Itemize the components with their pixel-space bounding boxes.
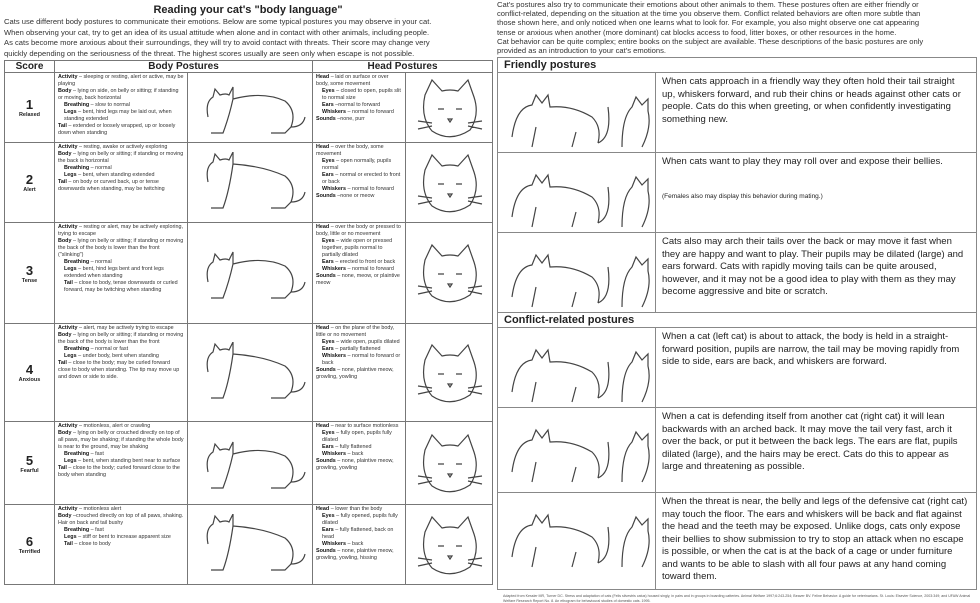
description-line — [58, 88, 184, 102]
score-row — [5, 324, 493, 422]
description-line — [316, 238, 402, 259]
field-value: – back — [345, 541, 364, 547]
field-label: Ears — [322, 444, 334, 450]
field-label: Eyes — [322, 513, 335, 519]
field-label: Head — [316, 423, 330, 429]
field-value: – laid on surface or over body, some movement — [316, 74, 389, 87]
right-intro-text: Cat's postures also try to communicate their emotions about other animals to them. These postures often are either friendly or conflict-related, depending on the situation at the time you observe them. Conflict related behaviors are often more subtle than those shown here, and only noticed when one learns what to look for. For example, you also might observe one cat appearing tense or anxious when another (more dominant) cat blocks access to food, litter boxes, or other resources in the home. Cat behavior can be quite complex; entire books on the subject are available. These descriptions of the basic postures are only provided as an introduction to your cat's emotions. — [497, 0, 924, 56]
field-label: Activity — [58, 506, 78, 512]
score-cell — [5, 223, 55, 324]
description-line — [316, 266, 402, 273]
head-posture-image — [406, 505, 493, 585]
conflict-posture-row — [498, 493, 977, 590]
description-line — [316, 172, 402, 186]
description-line — [316, 273, 402, 287]
field-value: – bent, when standing extended — [76, 172, 155, 178]
head-posture-image — [406, 73, 493, 143]
friendly-posture-image — [498, 233, 656, 313]
body-posture-image — [188, 422, 313, 505]
field-value: –none, purr — [335, 116, 365, 122]
field-value: – under body, bent when standing — [76, 353, 159, 359]
conflict-posture-row — [498, 408, 977, 493]
field-value: – fast — [89, 451, 104, 457]
field-value: – bent, hind legs may be laid out, when standing extended — [64, 109, 172, 122]
body-posture-description — [55, 143, 188, 223]
field-label: Ears — [322, 172, 334, 178]
friendly-posture-image — [498, 153, 656, 233]
description-line — [316, 451, 402, 458]
score-row — [5, 422, 493, 505]
field-value: – lying on belly or sitting; if standing or moving the back of the body is lower than the front — [58, 332, 184, 345]
cat-pair-drawing — [502, 497, 652, 586]
body-posture-description — [55, 422, 188, 505]
page-title: Reading your cat's "body language" — [153, 4, 343, 16]
field-label: Whiskers — [322, 186, 346, 192]
field-label: Head — [316, 74, 330, 80]
field-label: Breathing — [64, 259, 90, 265]
field-value: – close to the body; curled forward close to the body when standing — [58, 465, 180, 478]
description-line — [58, 451, 184, 458]
field-value: – none, plaintive meow, growling, yowling, hissing — [316, 548, 394, 561]
head-posture-image — [406, 223, 493, 324]
field-value: – resting or alert, may be actively exploring, trying to escape — [58, 224, 183, 237]
conflict-text: When a cat (left cat) is about to attack, the body is held in a straight-forward position, pupils are narrow, the tail may be moving rapidly from side to side, ears are back, and whiskers are forward. — [662, 331, 960, 368]
description-line — [316, 353, 402, 367]
field-label: Activity — [58, 325, 78, 331]
head-posture-description — [313, 143, 406, 223]
description-line — [316, 506, 402, 513]
description-line — [58, 238, 184, 259]
conflict-section-title: Conflict-related postures — [498, 313, 977, 328]
score-cell — [5, 422, 55, 505]
description-line — [58, 527, 184, 534]
description-line — [58, 541, 184, 548]
field-value: – lying on belly or sitting; if standing or moving the back of the body is lower than the front ("slinking") — [58, 238, 184, 258]
field-value: – partially flattened — [333, 346, 381, 352]
field-value: – normal to forward — [345, 186, 394, 192]
description-line — [58, 430, 184, 451]
field-label: Head — [316, 224, 330, 230]
friendly-posture-description — [656, 73, 977, 153]
description-line — [58, 102, 184, 109]
field-label: Tail — [64, 541, 73, 547]
conflict-text: When a cat is defending itself from another cat (right cat) it will lean backwards with an arched back. It may move the tail very fast, arch it over the back, or put it between the back legs. The ears are flat, pupils dilated (large), and the hairs may be erect. Cats do this to appear as large and threatening as possible. — [662, 411, 958, 473]
conflict-posture-description — [656, 408, 977, 493]
field-label: Body — [58, 88, 72, 94]
score-label: Terrified — [18, 549, 41, 555]
description-line — [58, 172, 184, 179]
field-value: – lower than the body — [329, 506, 383, 512]
description-line — [58, 465, 184, 479]
description-line — [58, 332, 184, 346]
field-label: Eyes — [322, 88, 335, 94]
description-line — [316, 444, 402, 451]
field-value: – fully open, pupils fully dilated — [322, 430, 392, 443]
description-line — [58, 534, 184, 541]
field-label: Activity — [58, 144, 78, 150]
field-value: – resting, awake or actively exploring — [77, 144, 168, 150]
score-cell — [5, 143, 55, 223]
header-score: Score — [5, 61, 55, 73]
score-row — [5, 223, 493, 324]
field-value: – over the body or pressed to body, little or no movement — [316, 224, 401, 237]
field-label: Activity — [58, 224, 78, 230]
field-value: – motionless, alert or crawling — [77, 423, 151, 429]
score-row — [5, 143, 493, 223]
cat-body-drawing — [193, 242, 308, 304]
field-label: Sounds — [316, 548, 336, 554]
field-label: Breathing — [64, 165, 90, 171]
field-label: Whiskers — [322, 541, 346, 547]
field-label: Legs — [64, 266, 77, 272]
head-posture-image — [406, 422, 493, 505]
body-posture-image — [188, 143, 313, 223]
description-line — [316, 224, 402, 238]
description-line — [58, 74, 184, 88]
cat-body-drawing — [193, 342, 308, 404]
field-label: Whiskers — [322, 266, 346, 272]
conflict-posture-description — [656, 328, 977, 408]
friendly-posture-image — [498, 73, 656, 153]
field-value: – lying on belly or sitting; if standing or moving the back is horizontal — [58, 151, 184, 164]
score-label: Fearful — [20, 467, 39, 474]
field-label: Breathing — [64, 102, 90, 108]
body-posture-image — [188, 73, 313, 143]
description-line — [316, 548, 402, 562]
score-row — [5, 505, 493, 585]
field-value: – motionless alert — [77, 506, 122, 512]
field-label: Sounds — [316, 273, 336, 279]
score-label: Anxious — [18, 377, 41, 383]
score-number: 2 — [25, 172, 34, 187]
field-label: Sounds — [316, 193, 336, 199]
field-value: – lying on belly or crouched directly on top of all paws, may be shaking; if standing the whole body is near to the ground, may be shaking — [58, 430, 184, 450]
field-label: Sounds — [316, 116, 336, 122]
field-value: – sleeping or resting, alert or active, may be playing — [58, 74, 184, 87]
score-cell — [5, 324, 55, 422]
field-label: Eyes — [322, 158, 335, 164]
conflict-posture-image — [498, 408, 656, 493]
body-posture-image — [188, 324, 313, 422]
description-line — [316, 346, 402, 353]
description-line — [316, 158, 402, 172]
description-line — [58, 513, 184, 527]
conflict-posture-image — [498, 328, 656, 408]
field-value: –none or meow — [335, 193, 375, 199]
description-line — [58, 109, 184, 123]
posture-table — [4, 60, 493, 585]
field-label: Legs — [64, 109, 77, 115]
field-value: – extended or loosely wrapped, up or loosely down when standing — [58, 123, 176, 136]
description-line — [58, 423, 184, 430]
description-line — [316, 423, 402, 430]
score-row — [5, 73, 493, 143]
field-label: Legs — [64, 458, 77, 464]
field-label: Eyes — [322, 339, 335, 345]
head-posture-description — [313, 324, 406, 422]
score-label: Relaxed — [18, 112, 41, 118]
friendly-posture-row — [498, 233, 977, 313]
score-number: 1 — [25, 97, 34, 112]
field-value: – lying on side, on belly or sitting; if standing or moving, back horizontal — [58, 88, 179, 101]
field-label: Ears — [322, 259, 334, 265]
cat-pair-drawing — [502, 332, 652, 404]
description-line — [316, 367, 402, 381]
head-posture-description — [313, 223, 406, 324]
score-label: Tense — [21, 277, 38, 284]
field-label: Body — [58, 238, 72, 244]
field-value: – erected to front or back — [333, 259, 396, 265]
field-label: Ears — [322, 102, 334, 108]
description-line — [58, 165, 184, 172]
description-line — [316, 193, 402, 200]
field-value: – normal — [89, 259, 112, 265]
friendly-text: Cats also may arch their tails over the back or may move it fast when they are happy and want to play. Their pupils may be dilated (large) and ears forward. Cats with rapidly moving tails can be quite aroused, however, and it may not be a good idea to play with them as they may become aggressive and bite or scratch. — [662, 236, 964, 298]
field-value: – back — [345, 451, 364, 457]
field-label: Breathing — [64, 451, 90, 457]
description-line — [58, 144, 184, 151]
description-line — [316, 74, 402, 88]
head-posture-description — [313, 505, 406, 585]
field-value: – stiff or bent to increase apparent size — [76, 534, 171, 540]
description-line — [58, 506, 184, 513]
description-line — [58, 259, 184, 266]
description-line — [316, 116, 402, 123]
field-value: – over the body, some movement — [316, 144, 384, 157]
cat-score-sheet — [4, 0, 492, 585]
description-line — [58, 123, 184, 137]
description-line — [316, 458, 402, 472]
field-value: – alert, may be actively trying to escape — [77, 325, 174, 331]
score-number: 5 — [25, 452, 34, 468]
cat-head-drawing — [410, 340, 488, 406]
section-header-row — [498, 58, 977, 73]
cat-pair-drawing — [502, 77, 652, 149]
field-value: –normal to forward — [333, 102, 381, 108]
intro-text: Cats use different body postures to communicate their emotions. Below are some typical postures you may observe in your cat. When observing your cat, try to get an idea of its usual attitude when alone and in contact with other animals, including people. As cats become more anxious about their surroundings, they will try to avoid contact with threats. Their score may change very quickly depending on the seriousness of the threat. The highest scores usually are seen only when escape is not possible. — [4, 17, 432, 58]
field-label: Tail — [58, 179, 67, 185]
field-label: Sounds — [316, 458, 336, 464]
description-line — [58, 224, 184, 238]
description-line — [316, 109, 402, 116]
field-value: – close to the body; may be curled forward close to body when standing. The tip may move up and down or side to side. — [58, 360, 180, 380]
field-label: Eyes — [322, 238, 335, 244]
field-label: Activity — [58, 423, 78, 429]
score-cell — [5, 73, 55, 143]
field-label: Whiskers — [322, 109, 346, 115]
field-label: Body — [58, 430, 72, 436]
cat-body-drawing — [193, 77, 308, 139]
field-value: – fully flattened — [333, 444, 372, 450]
body-posture-description — [55, 505, 188, 585]
cat-head-drawing — [410, 240, 488, 306]
friendly-posture-description — [656, 153, 977, 233]
field-value: –crouched directly on top of all paws, shaking. Hair on back and tail bushy — [58, 513, 184, 526]
field-label: Head — [316, 506, 330, 512]
field-value: – close to body, tense downwards or curled forward, may be twitching when standing — [64, 280, 178, 293]
score-number: 4 — [25, 362, 34, 377]
description-line — [316, 259, 402, 266]
field-value: – on body or curved back, up or tense downwards when standing, may be twitching — [58, 179, 165, 192]
head-posture-image — [406, 324, 493, 422]
conflict-posture-description — [656, 493, 977, 590]
conflict-posture-row — [498, 328, 977, 408]
field-value: – normal or fast — [89, 346, 129, 352]
cat-head-drawing — [410, 512, 488, 578]
description-line — [58, 360, 184, 381]
field-label: Legs — [64, 172, 77, 178]
header-body: Body Postures — [55, 61, 313, 73]
cat-head-drawing — [410, 75, 488, 141]
field-label: Legs — [64, 534, 77, 540]
cat-body-drawing — [193, 152, 308, 214]
social-postures — [497, 0, 977, 603]
score-number: 6 — [25, 534, 34, 549]
field-label: Eyes — [322, 430, 335, 436]
field-value: – bent, hind legs bent and front legs extended when standing — [64, 266, 164, 279]
cat-pair-drawing — [502, 412, 652, 489]
field-label: Body — [58, 513, 72, 519]
cat-body-drawing — [193, 432, 308, 494]
cat-head-drawing — [410, 430, 488, 496]
friendly-note: (Females also may display this behavior during mating.) — [662, 192, 823, 200]
field-value: – near to surface motionless — [329, 423, 399, 429]
field-label: Breathing — [64, 346, 90, 352]
score-cell — [5, 505, 55, 585]
body-posture-description — [55, 223, 188, 324]
field-value: – normal — [89, 165, 112, 171]
field-value: – fully flattened, back on head — [322, 527, 394, 540]
cat-head-drawing — [410, 150, 488, 216]
description-line — [58, 266, 184, 280]
header-head: Head Postures — [313, 61, 493, 73]
field-value: – normal to forward — [345, 109, 394, 115]
cat-pair-drawing — [502, 237, 652, 309]
field-label: Activity — [58, 74, 78, 80]
body-posture-description — [55, 73, 188, 143]
score-label: Alert — [23, 187, 36, 193]
description-line — [316, 513, 402, 527]
description-line — [58, 458, 184, 465]
description-line — [58, 151, 184, 165]
field-label: Ears — [322, 346, 334, 352]
description-line — [58, 353, 184, 360]
friendly-text: When cats approach in a friendly way they often hold their tail straight up, whiskers forward, and rub their chins or heads against other cats or people. Cats do this when greeting, or when confidently investigating something new. — [662, 76, 961, 125]
field-label: Body — [58, 332, 72, 338]
friendly-posture-description — [656, 233, 977, 313]
field-label: Whiskers — [322, 451, 346, 457]
field-value: – none, plaintive meow, growling, yowling — [316, 458, 394, 471]
friendly-section-title: Friendly postures — [498, 58, 977, 73]
cat-pair-drawing — [502, 157, 652, 229]
description-line — [316, 186, 402, 193]
body-posture-image — [188, 223, 313, 324]
field-value: – bent, when standing bent near to surface — [76, 458, 181, 464]
field-value: – on the plane of the body, little or no movement — [316, 325, 395, 338]
head-posture-description — [313, 422, 406, 505]
field-label: Sounds — [316, 367, 336, 373]
head-posture-description — [313, 73, 406, 143]
field-label: Tail — [58, 360, 67, 366]
description-line — [316, 527, 402, 541]
field-label: Legs — [64, 353, 77, 359]
conflict-text: When the threat is near, the belly and legs of the defensive cat (right cat) may touch the floor. The ears and whiskers will be back and flat against the head and the teeth may be exposed. Unlike dogs, cats only expose their bellies to show submission to try to stop an attack when no escape is possible, or when the cat is at the back of a cage or under furniture and wants to be able to slash with all four paws at any hand coming toward them. — [662, 496, 968, 583]
field-value: – normal to forward — [345, 266, 394, 272]
friendly-posture-row — [498, 73, 977, 153]
field-value: – normal to forward or back — [322, 353, 401, 366]
description-line — [316, 430, 402, 444]
score-number: 3 — [25, 262, 34, 278]
description-line — [58, 346, 184, 353]
description-line — [58, 280, 184, 294]
description-line — [58, 325, 184, 332]
field-label: Whiskers — [322, 353, 346, 359]
section-header-row — [498, 313, 977, 328]
friendly-posture-row — [498, 153, 977, 233]
friendly-text: When cats want to play they may roll over and expose their bellies. — [662, 156, 943, 168]
social-table — [497, 57, 977, 590]
field-label: Head — [316, 144, 330, 150]
description-line — [316, 144, 402, 158]
description-line — [316, 88, 402, 102]
field-value: – closed to open, pupils slit to normal size — [322, 88, 401, 101]
conflict-posture-image — [498, 493, 656, 590]
field-label: Breathing — [64, 527, 90, 533]
cat-body-drawing — [193, 514, 308, 576]
field-value: – normal or erected to front or back — [322, 172, 401, 185]
field-label: Ears — [322, 527, 334, 533]
body-posture-image — [188, 505, 313, 585]
field-value: – none, meow, or plaintive meow — [316, 273, 400, 286]
field-value: – none, plaintive meow, growling, yowling — [316, 367, 394, 380]
body-posture-description — [55, 324, 188, 422]
description-line — [316, 541, 402, 548]
field-value: – fast — [89, 527, 104, 533]
field-label: Body — [58, 151, 72, 157]
field-value: – slow to normal — [89, 102, 130, 108]
field-label: Tail — [58, 123, 67, 129]
description-line — [316, 102, 402, 109]
description-line — [316, 325, 402, 339]
field-value: – open normally, pupils normal — [322, 158, 392, 171]
description-line — [58, 179, 184, 193]
field-label: Tail — [58, 465, 67, 471]
footnote: Adapted from Kessler MR, Turner DC. Stress and adaptation of cats (Felis silvestris catus) housed singly, in pairs and in groups in boarding catteries. Animal Welfare 1997;6:243-254; Beaver BV. Feline Behavior: A guide for veterinarians. St. Louis: Elsevier Science, 2003:349; and UFAW Animal Welfare Research Report No. 8. An ethogram for behavioural studies of domestic cats. 1995. — [503, 594, 971, 603]
field-value: – wide open, pupils dilated — [334, 339, 400, 345]
head-posture-image — [406, 143, 493, 223]
description-line — [316, 339, 402, 346]
field-value: – wide open or pressed together, pupils normal to partially dilated — [322, 238, 393, 258]
field-value: – close to body — [72, 541, 111, 547]
field-label: Head — [316, 325, 330, 331]
field-value: – fully opened, pupils fully dilated — [322, 513, 398, 526]
field-label: Tail — [64, 280, 73, 286]
